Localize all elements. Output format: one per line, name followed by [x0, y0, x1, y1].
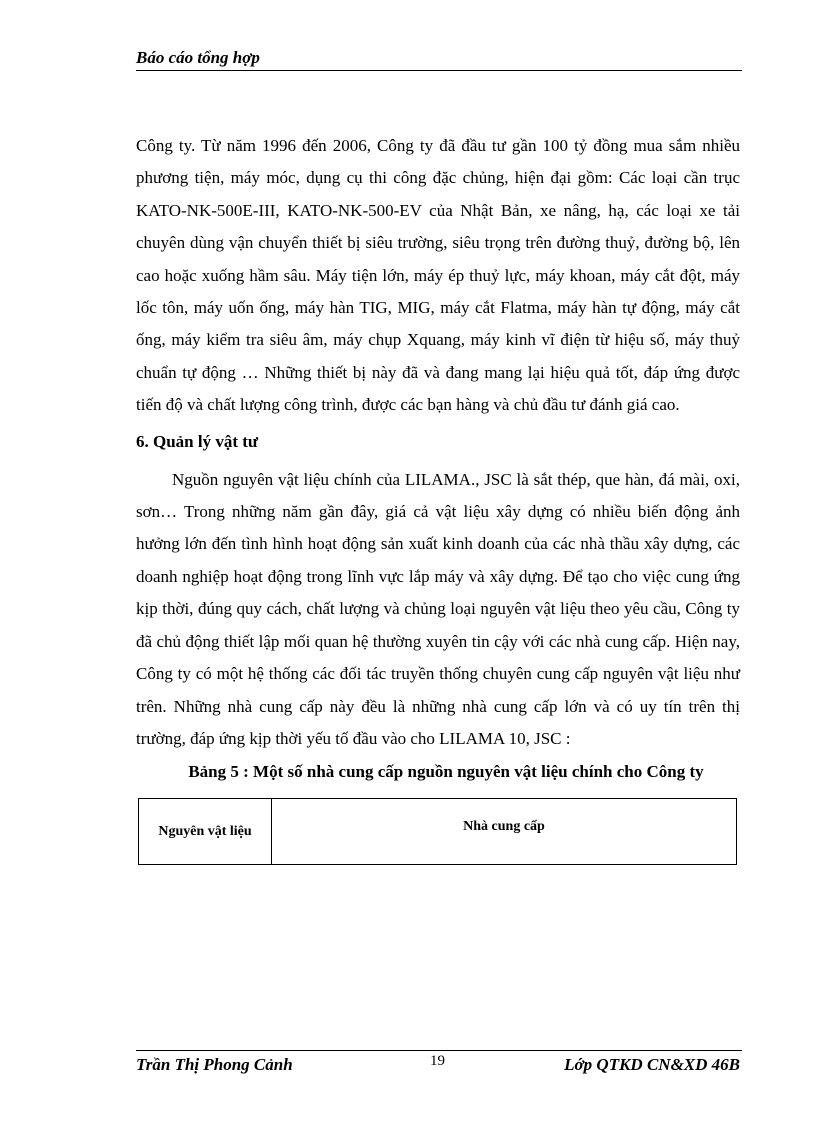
report-title: Báo cáo tổng hợp — [136, 48, 260, 67]
author-name: Trần Thị Phong Cảnh — [136, 1055, 293, 1074]
paragraph-materials: Nguồn nguyên vật liệu chính của LILAMA., JSC là sắt thép, que hàn, đá mài, oxi, sơn… Trong những năm gần đây, giá cả vật liệu xây dựng có nhiều biến động ảnh hưởng lớn đến tình hình hoạt động sản xuất kinh doanh của các nhà thầu xây dựng, các doanh nghiệp hoạt động trong lĩnh vực lắp máy và xây dựng. Để tạo cho việc cung ứng kịp thời, đúng quy cách, chất lượng và chủng loại nguyên vật liệu theo yêu cầu, Công ty đã chủ động thiết lập mối quan hệ thường xuyên tin cậy với các nhà cung cấp. Hiện nay, Công ty có một hệ thống các đối tác truyền thống chuyên cung cấp nguyên vật liệu như trên. Những nhà cung cấp này đều là những nhà cung cấp lớn và có uy tín trên thị trường, đáp ứng kịp thời yếu tố đầu vào cho LILAMA 10, JSC : — [136, 469, 740, 748]
class-name: Lớp QTKD CN&XD 46B — [564, 1055, 740, 1074]
page-header — [136, 48, 742, 71]
paragraph-equipment: Công ty. Từ năm 1996 đến 2006, Công ty đã đầu tư gần 100 tỷ đồng mua sắm nhiều phương tiện, máy móc, dụng cụ thi công đặc chủng, hiện đại gồm: Các loại cần trục KATO-NK-500E-III, KATO-NK-500-EV của Nhật Bản, xe nâng, hạ, các loại xe tải chuyên dùng vận chuyển thiết bị siêu trường, siêu trọng trên đường thuỷ, đường bộ, lên cao hoặc xuống hầm sâu. Máy tiện lớn, máy ép thuỷ lực, máy khoan, máy cắt đột, máy lốc tôn, máy uốn ống, máy hàn TIG, MIG, máy cắt Flatma, máy hàn tự động, máy cắt ống, máy kiểm tra siêu âm, máy chụp Xquang, máy kinh vĩ điện từ hiệu số, máy thuỷ chuẩn tự động … Những thiết bị này đã và đang mang lại hiệu quả tốt, đáp ứng được tiến độ và chất lượng công trình, được các bạn hàng và chủ đầu tư đánh giá cao. — [136, 136, 740, 415]
header-material: Nguyên vật liệu — [139, 799, 272, 865]
page-number: 19 — [430, 1053, 445, 1069]
supplier-table — [138, 798, 737, 865]
header-supplier: Nhà cung cấp — [272, 799, 737, 865]
table-header-row — [139, 799, 737, 865]
section-heading: 6. Quản lý vật tư — [136, 431, 259, 451]
page-footer — [136, 1050, 742, 1081]
page-body — [136, 130, 740, 865]
table-caption: Bảng 5 : Một số nhà cung cấp nguồn nguyên vật liệu chính cho Công ty — [188, 762, 704, 782]
